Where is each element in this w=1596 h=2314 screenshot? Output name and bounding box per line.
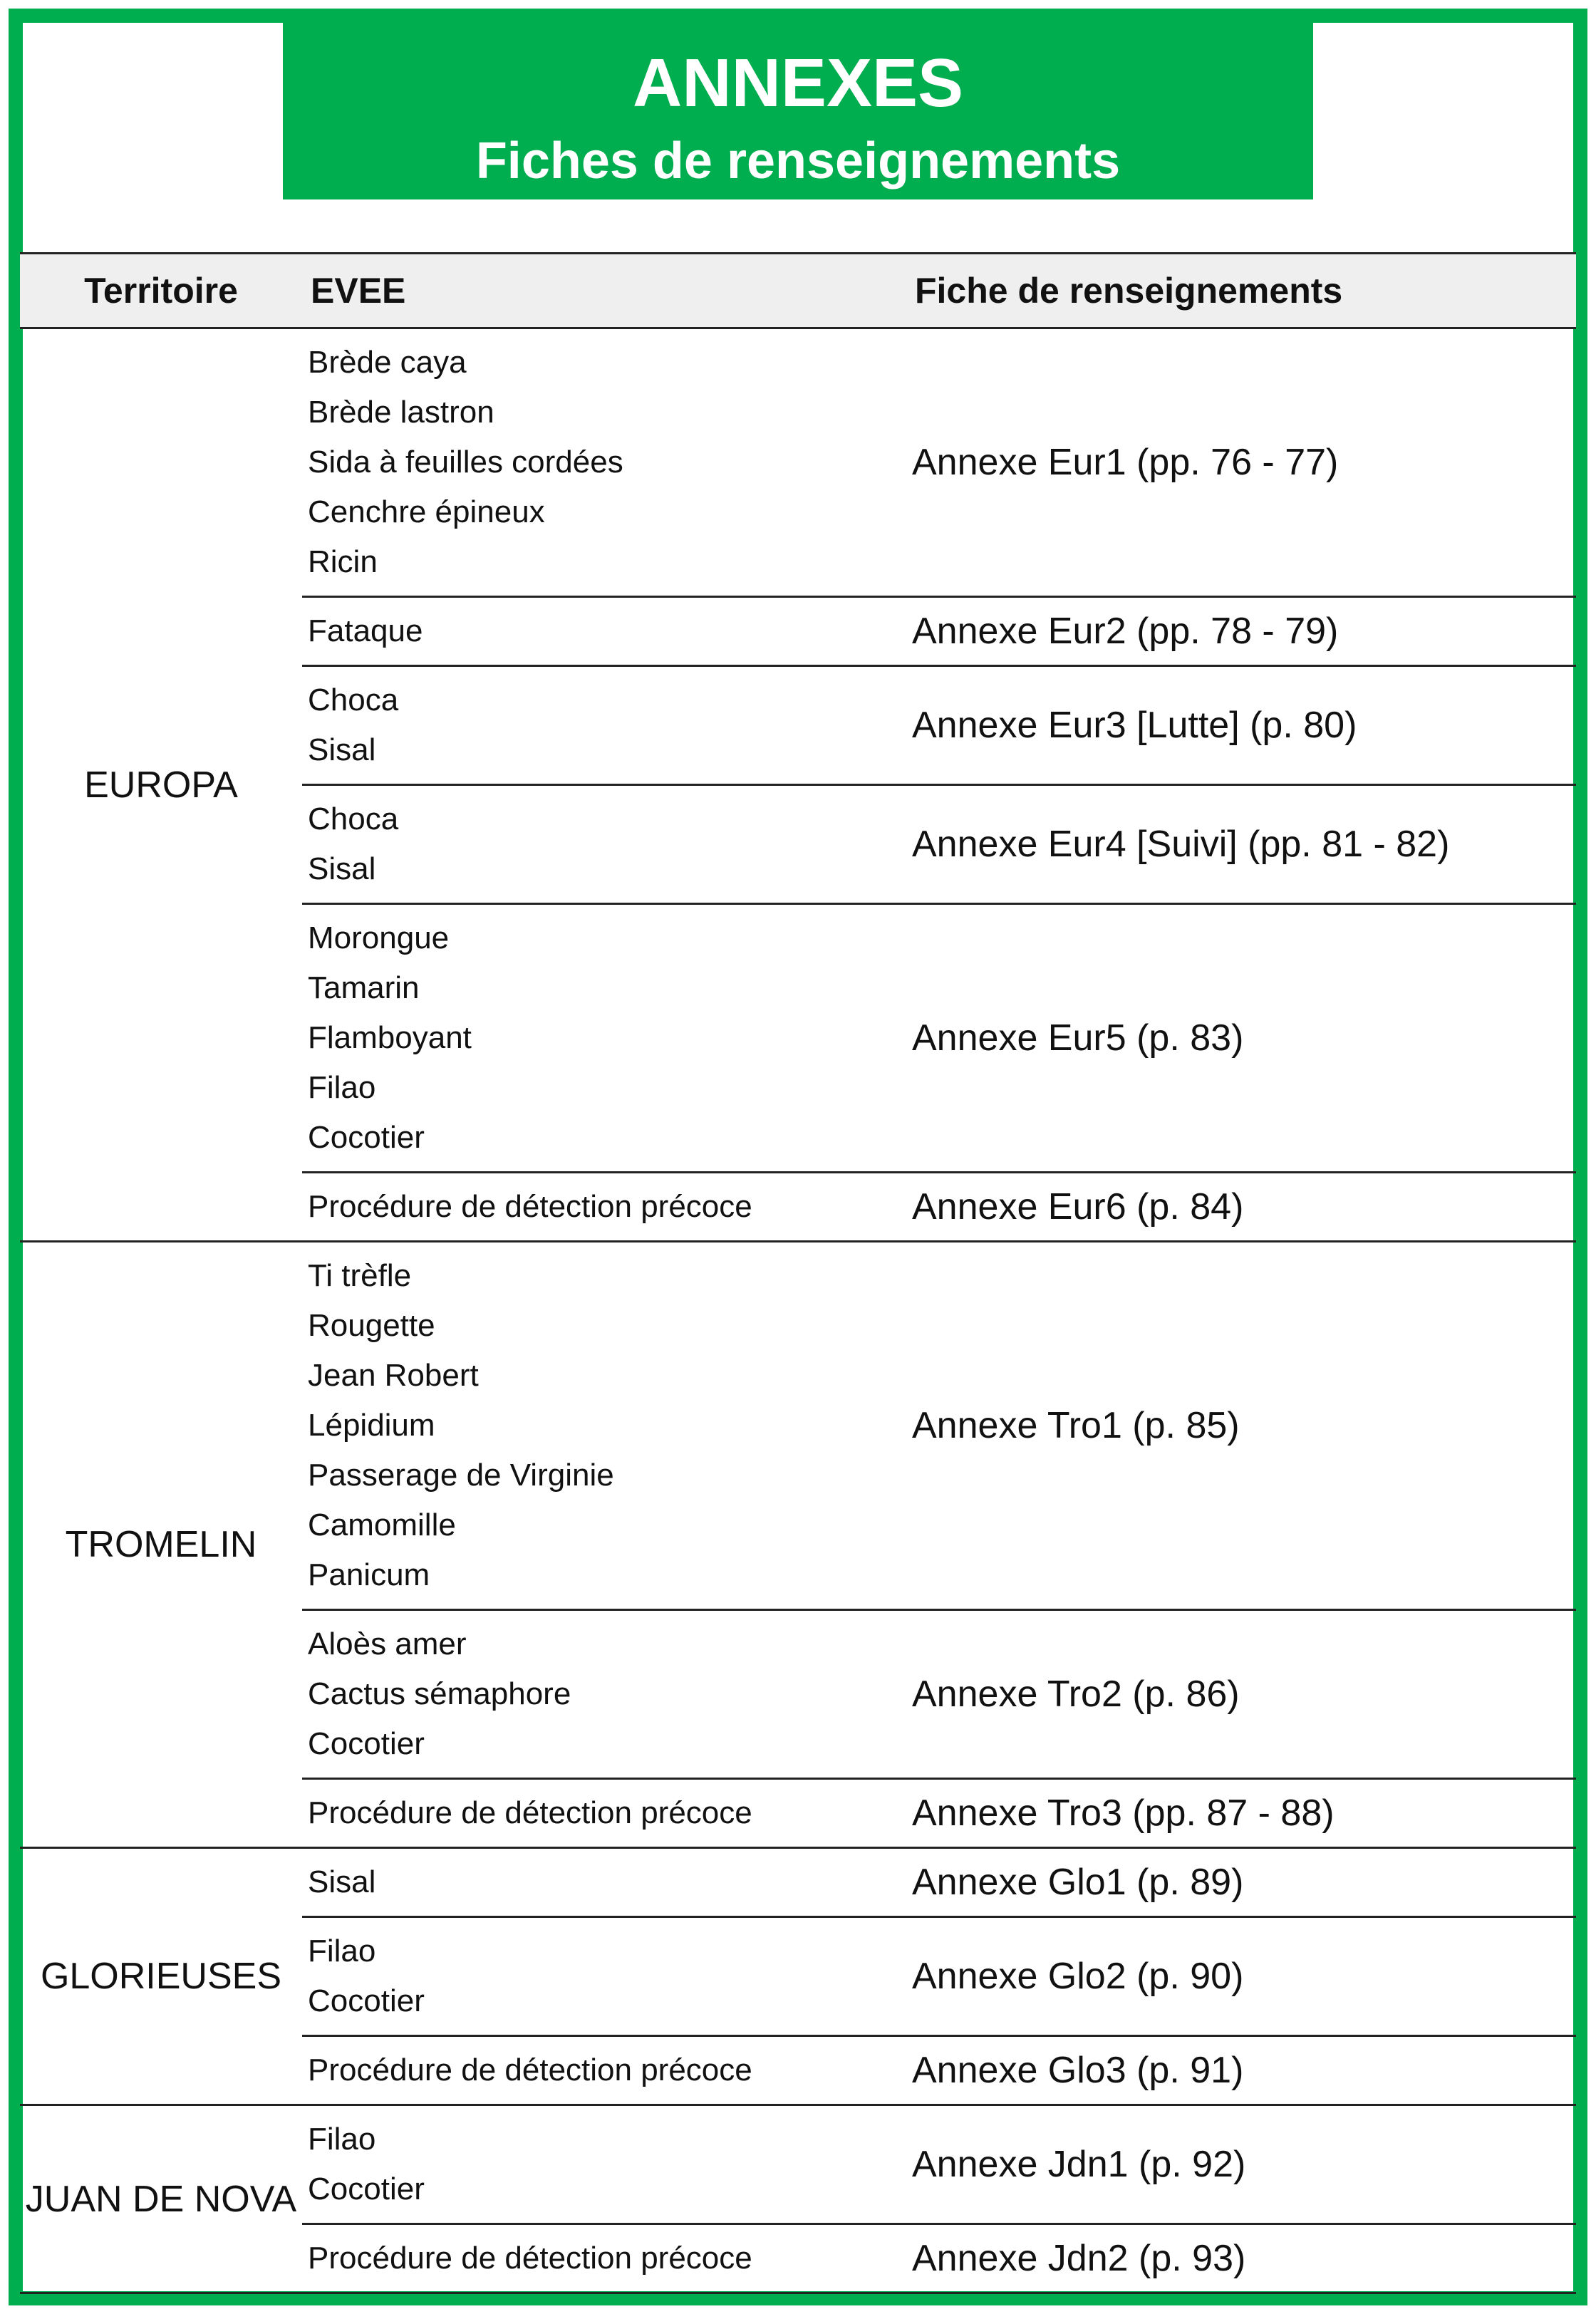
evee-species: Procédure de détection précoce (308, 1189, 752, 1224)
evee-species: Procédure de détection précoce (308, 2241, 752, 2276)
evee-cell (302, 1611, 906, 1778)
territory-name: EUROPA (84, 764, 238, 806)
table-row (302, 1918, 1576, 2037)
evee-species: Sisal (308, 1864, 376, 1899)
header-territoire: Territoire (84, 271, 238, 311)
evee-species: Rougette (308, 1308, 435, 1343)
fiche-reference: Annexe Eur6 (p. 84) (912, 1186, 1244, 1228)
evee-cell (302, 786, 906, 903)
table-row (302, 2225, 1576, 2292)
territory-name: TROMELIN (65, 1524, 257, 1565)
fiche-reference: Annexe Glo1 (p. 89) (912, 1862, 1244, 1903)
title-banner (283, 23, 1313, 199)
territory-group (20, 1849, 1576, 2106)
page-subtitle: Fiches de renseignements (475, 133, 1121, 190)
evee-species: Ricin (308, 544, 378, 579)
header-evee: EVEE (311, 271, 406, 311)
evee-cell (302, 667, 906, 784)
evee-species: Tamarin (308, 970, 420, 1005)
evee-species: Filao (308, 2122, 376, 2157)
table-row (302, 786, 1576, 905)
evee-species: Procédure de détection précoce (308, 1795, 752, 1830)
table-row (302, 598, 1576, 667)
annex-table (20, 252, 1576, 2294)
evee-species: Morongue (308, 920, 450, 955)
table-row (302, 1173, 1576, 1240)
evee-species: Filao (308, 1070, 376, 1105)
evee-species: Brède caya (308, 345, 467, 380)
page-title: ANNEXES (632, 45, 964, 121)
evee-cell (302, 1242, 906, 1609)
evee-cell (302, 1173, 906, 1240)
evee-species: Procédure de détection précoce (308, 2053, 752, 2087)
table-row (302, 2037, 1576, 2104)
table-header (20, 252, 1576, 329)
territory-name: GLORIEUSES (40, 1956, 282, 1997)
fiche-reference: Annexe Eur4 [Suivi] (pp. 81 - 82) (912, 824, 1450, 865)
evee-species: Flamboyant (308, 1020, 472, 1055)
evee-cell (302, 1849, 906, 1916)
evee-species: Cactus sémaphore (308, 1676, 571, 1711)
evee-cell (302, 905, 906, 1171)
territory-group (20, 2106, 1576, 2294)
evee-species: Filao (308, 1934, 376, 1968)
table-row (302, 1242, 1576, 1611)
evee-species: Panicum (308, 1557, 430, 1592)
table-row (302, 905, 1576, 1173)
territory-group (20, 329, 1576, 1242)
evee-species: Choca (308, 801, 399, 836)
table-row (302, 667, 1576, 786)
evee-species: Choca (308, 683, 399, 717)
evee-species: Cocotier (308, 1726, 425, 1761)
fiche-reference: Annexe Jdn1 (p. 92) (912, 2144, 1246, 2185)
evee-species: Fataque (308, 613, 423, 648)
fiche-reference: Annexe Tro2 (p. 86) (912, 1674, 1240, 1715)
fiche-reference: Annexe Eur1 (pp. 76 - 77) (912, 442, 1339, 483)
evee-species: Jean Robert (308, 1358, 479, 1393)
evee-cell (302, 2106, 906, 2223)
evee-species: Brède lastron (308, 395, 494, 430)
evee-cell (302, 2225, 906, 2292)
fiche-reference: Annexe Eur2 (pp. 78 - 79) (912, 611, 1339, 652)
evee-species: Sisal (308, 851, 376, 886)
evee-cell (302, 1780, 906, 1847)
table-row (302, 1611, 1576, 1780)
territory-group (20, 1242, 1576, 1849)
evee-cell (302, 2037, 906, 2104)
table-row (302, 329, 1576, 598)
territory-name: JUAN DE NOVA (25, 2178, 297, 2220)
evee-species: Lépidium (308, 1408, 435, 1443)
evee-species: Cocotier (308, 1120, 425, 1155)
table-row (302, 2106, 1576, 2225)
fiche-reference: Annexe Tro3 (pp. 87 - 88) (912, 1792, 1335, 1834)
fiche-reference: Annexe Glo2 (p. 90) (912, 1956, 1244, 1997)
table-row (302, 1849, 1576, 1918)
evee-species: Aloès amer (308, 1626, 467, 1661)
evee-cell (302, 598, 906, 665)
table-row (302, 1780, 1576, 1847)
evee-species: Passerage de Virginie (308, 1458, 614, 1493)
evee-species: Sida à feuilles cordées (308, 445, 623, 479)
fiche-reference: Annexe Jdn2 (p. 93) (912, 2238, 1246, 2279)
fiche-reference: Annexe Glo3 (p. 91) (912, 2050, 1244, 2091)
evee-species: Sisal (308, 732, 376, 767)
fiche-reference: Annexe Eur5 (p. 83) (912, 1017, 1244, 1059)
evee-species: Cenchre épineux (308, 494, 545, 529)
evee-species: Camomille (308, 1508, 456, 1542)
evee-cell (302, 329, 906, 596)
table-body (20, 329, 1576, 2294)
fiche-reference: Annexe Eur3 [Lutte] (p. 80) (912, 705, 1357, 746)
evee-species: Cocotier (308, 1983, 425, 2018)
evee-cell (302, 1918, 906, 2035)
evee-species: Ti trèfle (308, 1258, 412, 1293)
header-fiche: Fiche de renseignements (915, 271, 1343, 311)
evee-species: Cocotier (308, 2172, 425, 2206)
fiche-reference: Annexe Tro1 (p. 85) (912, 1405, 1240, 1446)
